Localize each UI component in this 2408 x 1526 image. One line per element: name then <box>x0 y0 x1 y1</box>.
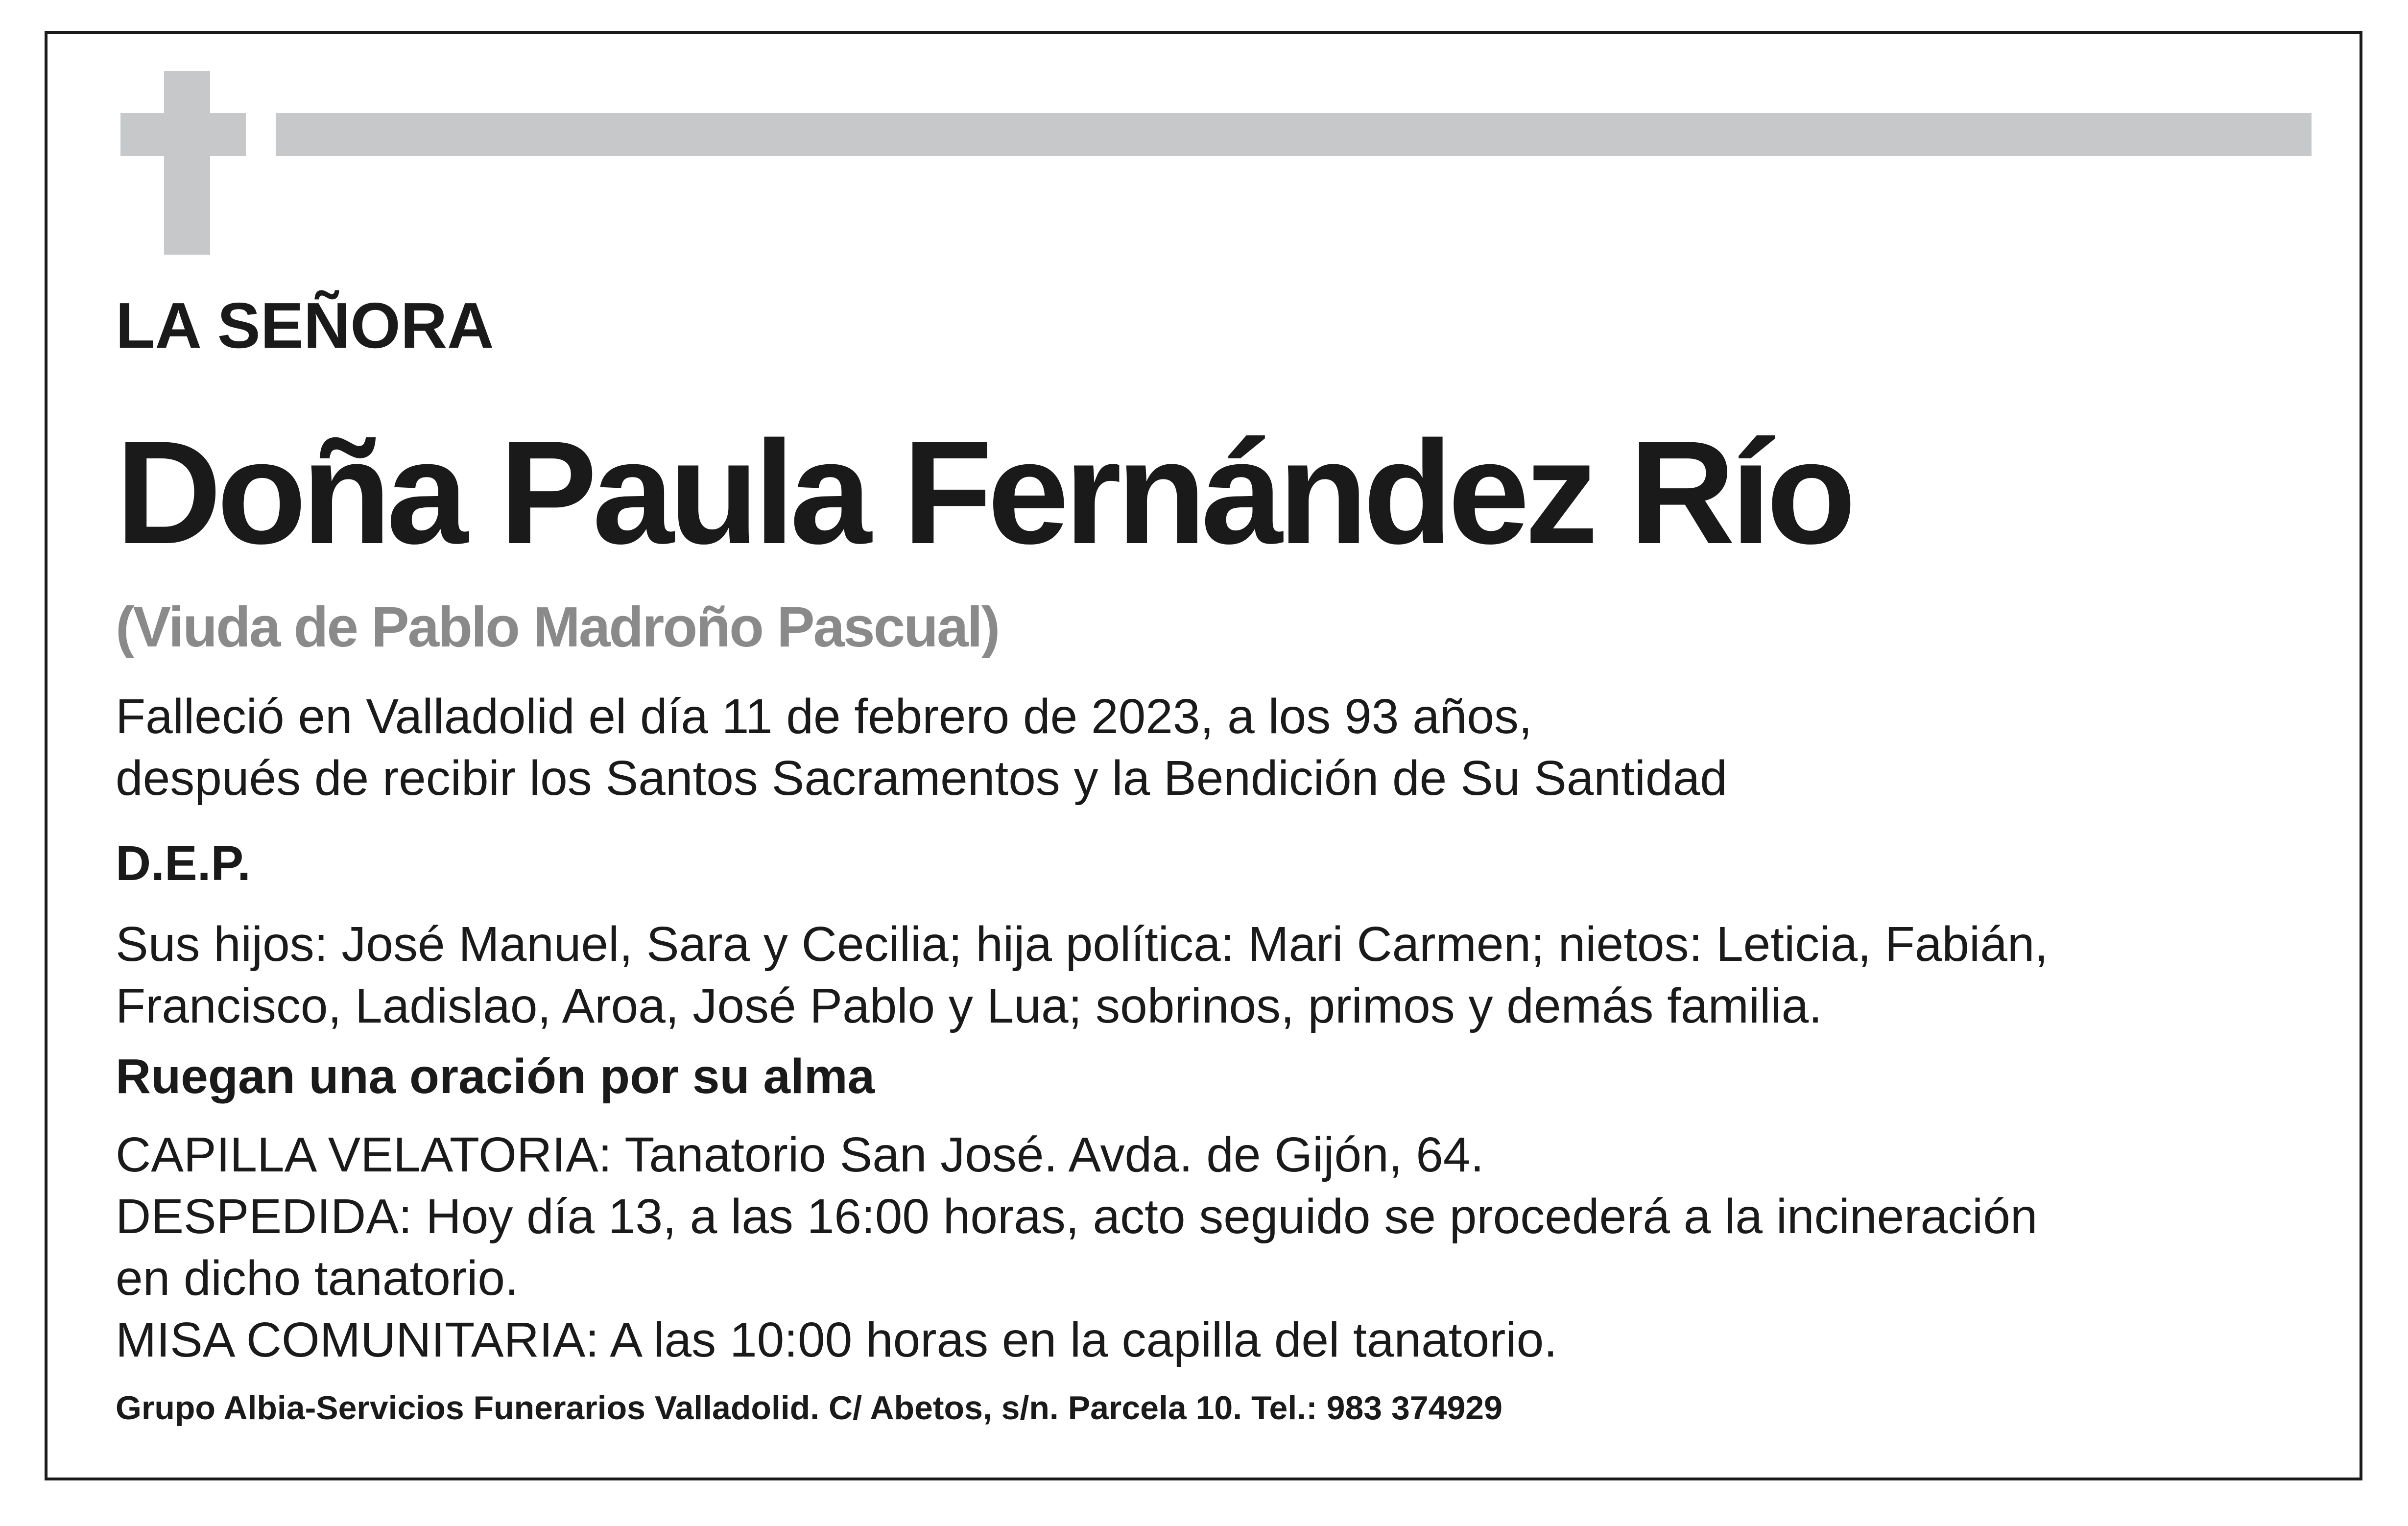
death-statement <box>116 686 1727 809</box>
family-line: Sus hijos: José Manuel, Sara y Cecilia; hija política: Mari Carmen; nietos: Leticia, Fabián, <box>116 917 2049 972</box>
rip-label: D.E.P. <box>116 836 251 891</box>
prayer-request: Ruegan una oración por su alma <box>116 1049 875 1104</box>
service-line: MISA COMUNITARIA: A las 10:00 horas en la capilla del tanatorio. <box>116 1312 1557 1367</box>
service-details <box>116 1124 2037 1371</box>
widow-subtitle: (Viuda de Pablo Madroño Pascual) <box>116 595 999 659</box>
deceased-name: Doña Paula Fernández Río <box>116 410 1851 574</box>
funeral-home-footer: Grupo Albia-Servicios Funerarios Valladolid. C/ Abetos, s/n. Parcela 10. Tel.: 983 374929 <box>116 1389 1502 1427</box>
service-line: en dicho tanatorio. <box>116 1251 519 1306</box>
service-line: DESPEDIDA: Hoy día 13, a las 16:00 horas, acto seguido se procederá a la incineración <box>116 1189 2038 1244</box>
service-line: CAPILLA VELATORIA: Tanatorio San José. Avda. de Gijón, 64. <box>116 1127 1484 1182</box>
cross-icon-vertical <box>164 71 210 255</box>
family-line: Francisco, Ladislao, Aroa, José Pablo y Lua; sobrinos, primos y demás familia. <box>116 978 1822 1033</box>
death-line: Falleció en Valladolid el día 11 de febrero de 2023, a los 93 años, <box>116 689 1532 744</box>
decorative-bar <box>276 113 2312 156</box>
family-list <box>116 913 2048 1037</box>
cross-icon-horizontal <box>120 113 246 156</box>
honorific-title: LA SEÑORA <box>116 289 494 361</box>
death-line: después de recibir los Santos Sacramentos y la Bendición de Su Santidad <box>116 751 1727 806</box>
